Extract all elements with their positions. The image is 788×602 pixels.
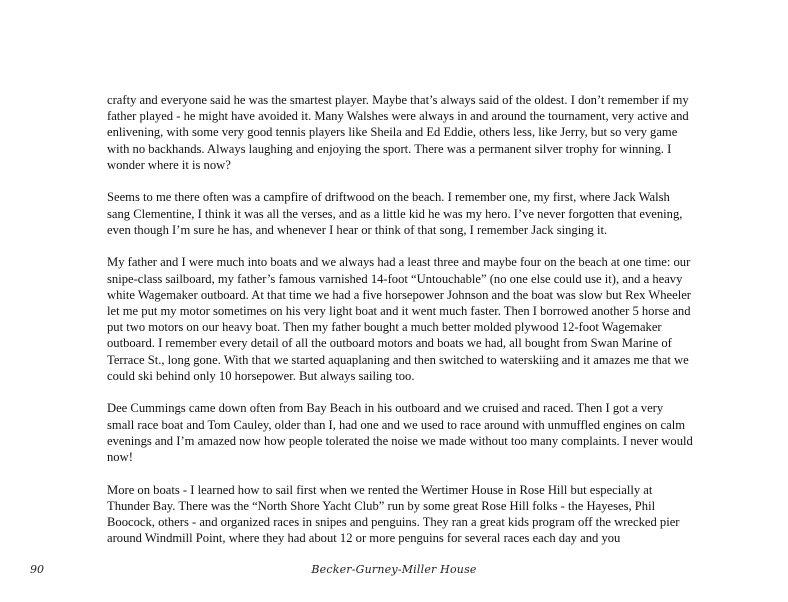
paragraph-boats: My father and I were much into boats and we always had a least three and maybe four on the beach at one time: our snipe-class sailboard, my father’s famous varnished 14-foot “Untouchable” (no one else could use it), and a heavy white Wagemaker outboard. At that time we had a five horsepower Johnson and the boat was slow but Rex Wheeler let me put my motor sometimes on his very light boat and it went much faster. Then I borrowed another 5 horse and put two motors on our heavy boat. Then my father bought a much better molded plywood 12-foot Wagemaker outboard. I remember every detail of all the outboard motors and boats we had, all bought from Swan Marine of Terrace St., long gone. With that we started aquaplaning and then switched to waterskiing and it amazes me that we could ski behind only 10 horsepower. But always sailing too. [107,255,691,383]
paragraph-racing: Dee Cummings came down often from Bay Beach in his outboard and we cruised and raced. Then I got a very small race boat and Tom Cauley, older than I, had one and we used to race around with unmuffled engines on calm evenings and I’m amazed now how people tolerated the noise we made without too many complaints. I never would now! [107,401,693,465]
footer-title: Becker-Gurney-Miller House [311,563,477,576]
body-text [107,92,693,563]
paragraph-sailing: More on boats - I learned how to sail first when we rented the Wertimer House in Rose Hill but especially at Thunder Bay. There was the “North Shore Yacht Club” run by some great Rose Hill folks - the Hayeses, Phil Boocock, others - and organized races in snipes and penguins. They ran a great kids program off the wrecked pier around Windmill Point, where they had about 12 or more penguins for several races each day and you [107,482,680,546]
paragraph-tennis: crafty and everyone said he was the smartest player. Maybe that’s always said of the oldest. I don’t remember if my father played - he might have avoided it. Many Walshes were always in and around the tournament, very active and enlivening, with some very good tennis players like Sheila and Ed Eddie, others less, like Jerry, but so very game with no backhands. Always laughing and enjoying the sport. There was a permanent silver trophy for winning. I wonder where it is now? [107,93,689,172]
paragraph-campfire: Seems to me there often was a campfire of driftwood on the beach. I remember one, my first, where Jack Walsh sang Clementine, I think it was all the verses, and as a little kid he was my hero. I’ve never forgotten that evening, even though I’m sure he has, and whenever I hear or think of that song, I remember Jack singing it. [107,190,683,237]
page-number: 90 [30,563,44,576]
